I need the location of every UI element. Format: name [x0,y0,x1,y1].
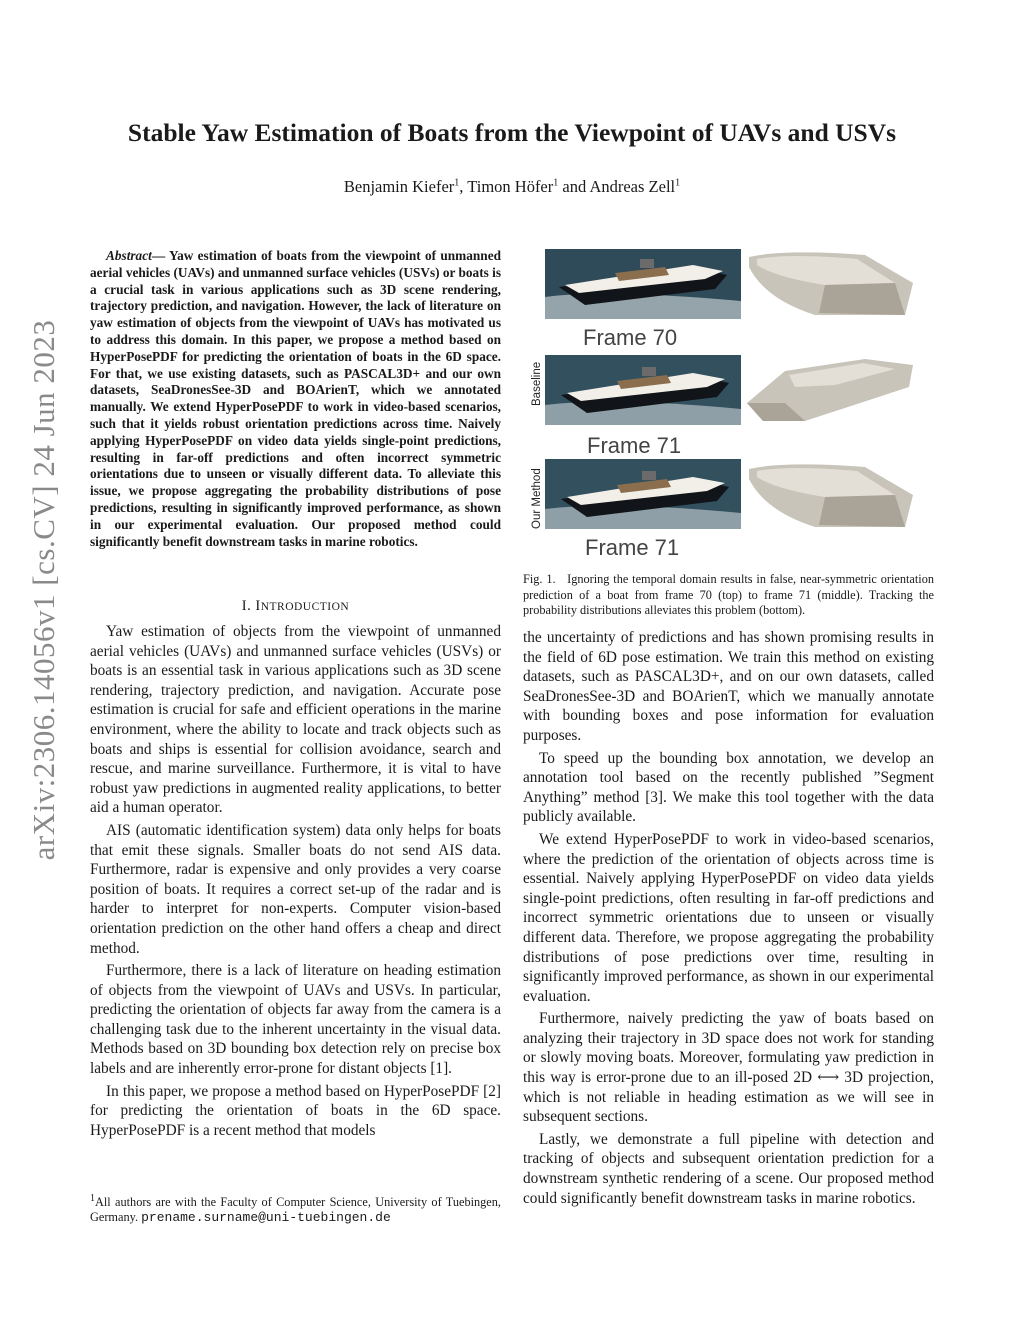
footnote [90,1192,501,1225]
author-separator: , [459,177,468,196]
paper-title: Stable Yaw Estimation of Boats from the Viewpoint of UAVs and USVs [127,118,897,147]
paragraph: Furthermore, naively predicting the yaw of boats based on analyzing their trajectory in 3D space does not work for standing or slowly moving boats. Moreover, formulating yaw prediction in this way is error-prone due to an ill-posed 2D ⟷ 3D projection, which is not reliable in heading estimation as we will see in subsequent sections. [523,1010,934,1126]
row-label-our-method: Our Method [531,468,543,529]
figure-1 [523,243,943,565]
row-label-baseline: Baseline [531,361,543,406]
boat-photo-image [545,355,741,425]
paragraph: AIS (automatic identification system) data only helps for boats that emit these signals. Smaller boats do not send AIS data. Furthermore, radar is expensive and only provides a very coarse position of boats. It requires a correct set-up of the radar and is harder to interpret for non-experts. Computer vision-based orientation prediction on the other hand offers a cheap and direct method. [90,821,501,957]
abstract-label: Abstract [106,248,152,263]
paragraph: To speed up the bounding box annotation, we develop an annotation tool based on the recently published ”Segment Anything” method [3]. We make this tool together with the data publicly available. [523,749,934,826]
affiliation-mark: 1 [675,177,681,189]
author-name: Timon Höfer [467,177,554,196]
caption-text: Ignoring the temporal domain results in false, near-symmetric orientation prediction of a boat from frame 70 (top) to frame 71 (middle). Tracking the probability distributions alleviates this problem (bottom). [523,572,934,617]
abstract-dash: — [151,248,169,263]
frame-label: Frame 70 [583,325,678,350]
paragraph: We extend HyperPosePDF to work in video-based scenarios, where the prediction of the orientation of objects across time is essential. Naively applying HyperPosePDF on video data yields single-point predictions, often resulting in far-off predictions and incorrect symmetric orientations due to unseen or visually different data. Therefore, we propose aggregating the probability distributions of pose predictions over time, resulting in significantly improved performance, as shown in our experimental evaluation. [523,830,934,1005]
boat-photo-image [545,249,741,319]
section-number: I. [241,598,256,614]
footnote-email: prename.surname@uni-tuebingen.de [141,1210,391,1225]
boat-photo-frame-70 [545,249,741,319]
paragraph: Furthermore, there is a lack of literature on heading estimation of objects from the viewpoint of UAVs and USVs. In particular, predicting the orientation of objects far away from the camera is a challenging task due to the inherent uncertainty in the visual data. Methods based on 3D bounding box detection rely on precise box labels and are inherently error-prone for distant objects [1]. [90,962,501,1078]
paragraph: the uncertainty of predictions and has shown promising results in the field of 6D pose estimation. We train this method on existing datasets, such as PASCAL3D+, and on our own datasets, called SeaDronesSee-3D and BOArienT, which we manually annotate with bounding boxes and pose information for evaluation purposes. [523,629,934,744]
figure-caption [523,572,934,619]
section-title-rest: NTRODUCTION [260,601,350,613]
render-frame-70 [745,243,917,321]
boat-render-image [745,243,917,321]
author-list [70,177,954,197]
author-name: Benjamin Kiefer [343,177,455,196]
caption-label: Fig. 1. [523,572,556,586]
section-title-initial: I [255,598,261,614]
author-separator: and [558,177,590,196]
author-name: Andreas Zell [589,177,676,196]
affiliation-mark: 1 [553,177,559,189]
boat-photo-frame-71-baseline [545,355,741,425]
paragraph: Yaw estimation of objects from the viewpoint of unmanned aerial vehicles (UAVs) and unmanned surface vehicles (USVs) or boats is an essential task in various applications such as 3D scene rendering, trajectory prediction, and navigation. Accurate pose estimation is crucial for safe and efficient operations in the marine environment, where the ability to locate and track objects such as boats and ships is essential for collision avoidance, search and rescue, and marine surveillance. Furthermore, it is vital to have robust yaw predictions in augmented reality applications, to better aid a human operator. [90,623,501,817]
introduction-body [90,622,501,1143]
paragraph: Lastly, we demonstrate a full pipeline with detection and tracking of objects and subsequent orientation prediction for a downstream synthetic rendering of a scene. Our proposed method could significantly benefit downstream tasks in marine robotics. [523,1130,934,1207]
boat-render-image [745,351,917,429]
paragraph: In this paper, we propose a method based on HyperPosePDF [2] for predicting the orientation of boats in the 6D space. HyperPosePDF is a recent method that models [90,1082,501,1139]
abstract-text: Yaw estimation of boats from the viewpoint of unmanned aerial vehicles (UAVs) and unmanned surface vehicles (USVs) or boats is a crucial task in various applications such as 3D scene rendering, trajectory prediction, and navigation. However, the lack of literature on yaw estimation of objects from the viewpoint of UAVs has motivated us to address this domain. In this paper, we propose a method based on HyperPosePDF for predicting the orientation of boats in the 6D space. For that, we use existing datasets, such as PASCAL3D+ and our own datasets, SeaDronesSee-3D and BOArienT, which we annotated manually. We extend HyperPosePDF to work in video-based scenarios, such that it yields robust orientation predictions across time. Naively applying HyperPosePDF on video data yields single-point predictions, resulting in far-off predictions and often incorrect symmetric orientations due to unseen or visually different data. To alleviate this issue, we propose aggregating the probability distributions of pose predictions, resulting in significantly improved performance, as shown in our experimental evaluation. Our proposed method could significantly benefit downstream tasks in marine robotics. [90,248,501,549]
footnote-mark: 1 [90,1192,95,1204]
frame-label: Frame 71 [587,433,682,458]
boat-photo-image [545,459,741,529]
right-column-body [523,628,934,1211]
abstract [90,248,501,550]
render-frame-71-ours [745,455,917,533]
frame-label: Frame 71 [585,535,680,560]
boat-photo-frame-71-ours [545,459,741,529]
affiliation-mark: 1 [454,177,460,189]
boat-render-image [745,455,917,533]
section-heading-introduction [90,598,501,615]
arxiv-identifier: arXiv:2306.14056v1 [cs.CV] 24 Jun 2023 [26,319,61,861]
render-frame-71-baseline [745,351,917,429]
footnote-text: All authors are with the Faculty of Computer Science, University of Tuebingen, Germany. [90,1195,501,1224]
